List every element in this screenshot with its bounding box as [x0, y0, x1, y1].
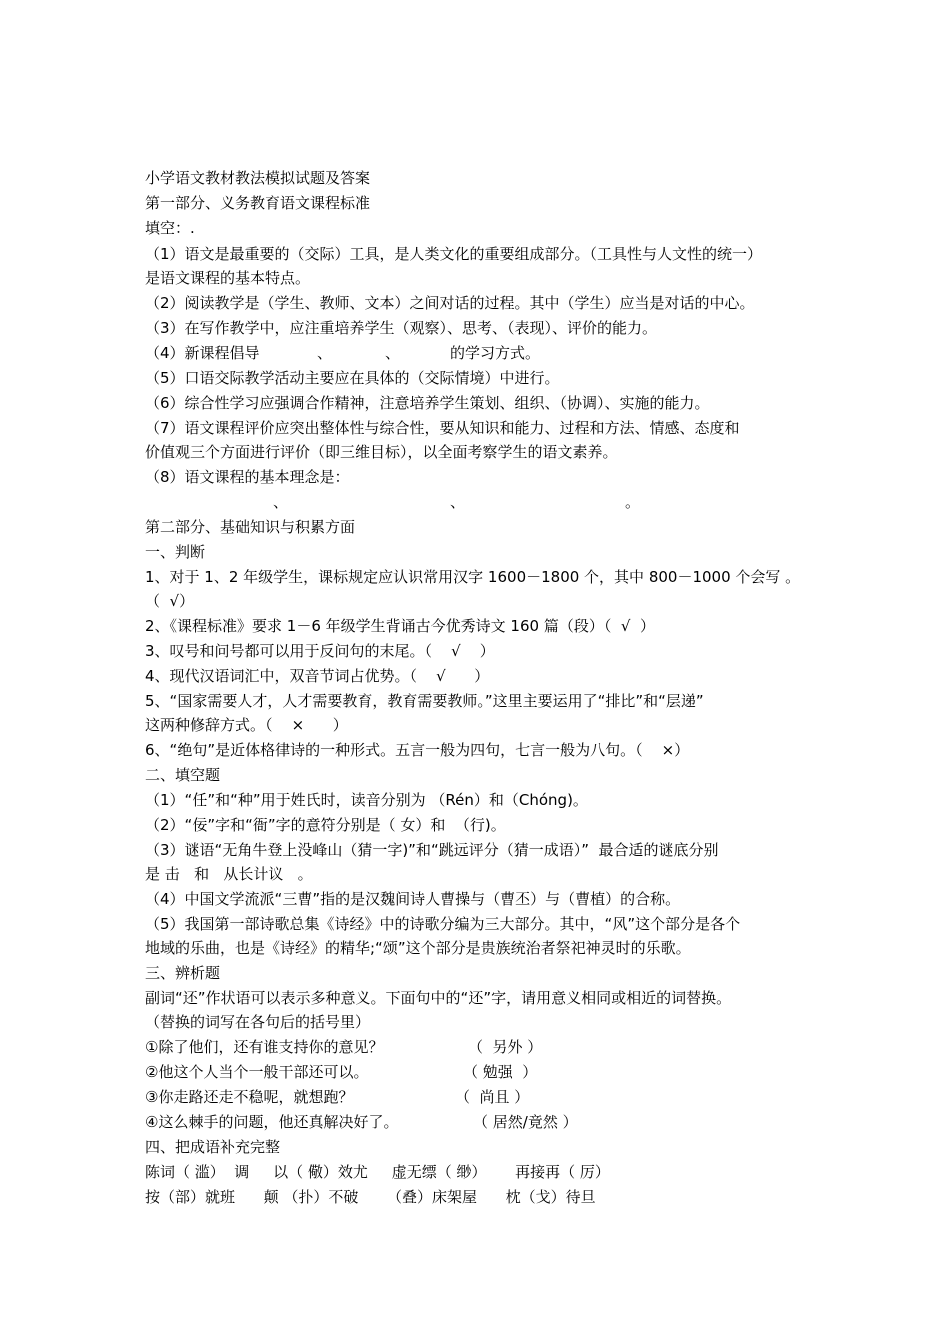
fill-item-5-line1: （5）我国第一部诗歌总集《诗经》中的诗歌分编为三大部分。其中，“风”这个部分是各个	[145, 915, 741, 933]
part1-q5: （5）口语交际教学活动主要应在具体的（交际情境）中进行。	[145, 369, 560, 387]
part1-q2: （2）阅读教学是（学生、教师、文本）之间对话的过程。其中（学生）应当是对话的中心。	[145, 294, 755, 312]
fill-heading: 二、填空题	[145, 766, 221, 784]
analysis-item-2-text: ②他这个人当个一般干部还可以。	[145, 1063, 369, 1081]
part1-q4	[145, 341, 665, 365]
part1-q6: （6）综合性学习应强调合作精神，注意培养学生策划、组织、（协调）、实施的能力。	[145, 394, 710, 412]
part1-q8: （8）语文课程的基本理念是：	[145, 468, 350, 486]
judge-item-1-line2: （ √）	[145, 592, 195, 610]
part1-q4-sep2: 、	[385, 344, 401, 362]
fill-item-1: （1）“任”和“种”用于姓氏时，读音分别为 （Rén）和（Chóng)。	[145, 791, 588, 809]
part1-q8-blanks	[145, 490, 645, 514]
judge-item-2: 2、《课程标准》要求 1－6 年级学生背诵古今优秀诗文 160 篇（段）（ √ ）	[145, 617, 655, 635]
part1-q8-sep2: 、	[450, 493, 466, 511]
part1-q4-lead: （4）新课程倡导	[145, 344, 260, 362]
fill-item-4: （4）中国文学流派“三曹”指的是汉魏间诗人曹操与（曹丕）与（曹植）的合称。	[145, 890, 681, 908]
analysis-heading: 三、辨析题	[145, 964, 221, 982]
judge-item-6: 6、“绝句”是近体格律诗的一种形式。五言一般为四句，七言一般为八句。（ ×）	[145, 741, 690, 759]
fill-label: 填空：.	[145, 219, 195, 237]
analysis-item-3	[145, 1085, 605, 1109]
analysis-item-3-answer: （ 尚且 ）	[455, 1088, 530, 1106]
analysis-item-1-text: ①除了他们，还有谁支持你的意见？	[145, 1038, 384, 1056]
idioms-row-1: 陈词（ 滥） 调 以（ 儆）效尤 虚无缥（ 缈） 再接再（ 厉）	[145, 1163, 610, 1181]
analysis-item-3-text: ③你走路还走不稳呢，就想跑？	[145, 1088, 354, 1106]
judge-item-5-line1: 5、“国家需要人才，人才需要教育，教育需要教师。”这里主要运用了“排比”和“层递”	[145, 692, 704, 710]
analysis-intro-line1: 副词“还”作状语可以表示多种意义。下面句中的“还”字，请用意义相同或相近的词替换。	[145, 989, 732, 1007]
analysis-item-1-answer: （ 另外 ）	[468, 1038, 543, 1056]
analysis-item-2-answer: （ 勉强 ）	[463, 1063, 538, 1081]
part1-q7-line2: 价值观三个方面进行评价（即三维目标），以全面考察学生的语文素养。	[145, 443, 618, 461]
judge-item-1-line1: 1、对于 1、2 年级学生，课标规定应认识常用汉字 1600－1800 个，其中 800－1000 个会写 。	[145, 568, 801, 586]
part2-heading: 第二部分、基础知识与积累方面	[145, 518, 356, 536]
fill-item-3-line1: （3）谜语“无角牛登上没峰山（猜一字)”和“跳远评分（猜一成语）” 最合适的谜底分别	[145, 841, 719, 859]
idioms-row-2: 按（部）就班 颠 （扑）不破 （叠）床架屋 枕（戈）待旦	[145, 1188, 596, 1206]
judge-heading: 一、判断	[145, 543, 206, 561]
part1-q4-sep1: 、	[317, 344, 333, 362]
judge-item-4: 4、现代汉语词汇中，双音节词占优势。（ √ ）	[145, 667, 490, 685]
judge-item-5-line2: 这两种修辞方式。（ × ）	[145, 716, 348, 734]
part1-q7-line1: （7）语文课程评价应突出整体性与综合性，要从知识和能力、过程和方法、情感、态度和	[145, 419, 740, 437]
analysis-intro-line2: （替换的词写在各句后的括号里）	[145, 1013, 371, 1031]
fill-item-5-line2: 地域的乐曲，也是《诗经》的精华;“颂”这个部分是贵族统治者祭祀神灵时的乐歌。	[145, 939, 691, 957]
part1-heading: 第一部分、义务教育语文课程标准	[145, 194, 371, 212]
fill-item-3-line2: 是 击 和 从长计议 。	[145, 865, 313, 883]
part1-q4-tail: 的学习方式。	[450, 344, 541, 362]
analysis-item-4	[145, 1110, 605, 1134]
judge-item-3: 3、叹号和问号都可以用于反问句的末尾。（ √ ）	[145, 642, 495, 660]
part1-q8-end: 。	[625, 493, 641, 511]
document-title: 小学语文教材教法模拟试题及答案	[145, 169, 371, 187]
part1-q1-line1: （1）语文是最重要的（交际）工具，是人类文化的重要组成部分。（工具性与人文性的统一）	[145, 245, 763, 263]
analysis-item-4-answer: （ 居然/竟然 ）	[473, 1113, 578, 1131]
analysis-item-1	[145, 1035, 605, 1059]
analysis-item-2	[145, 1060, 605, 1084]
fill-item-2: （2）“佞”字和“衙”字的意符分别是（ 女）和 （行)。	[145, 816, 506, 834]
part1-q8-sep1: 、	[273, 493, 289, 511]
analysis-item-4-text: ④这么棘手的问题，他还真解决好了。	[145, 1113, 399, 1131]
part1-q3: （3）在写作教学中，应注重培养学生（观察）、思考、（表现）、评价的能力。	[145, 319, 658, 337]
part1-q1-line2: 是语文课程的基本特点。	[145, 269, 311, 287]
idioms-heading: 四、把成语补充完整	[145, 1138, 281, 1156]
